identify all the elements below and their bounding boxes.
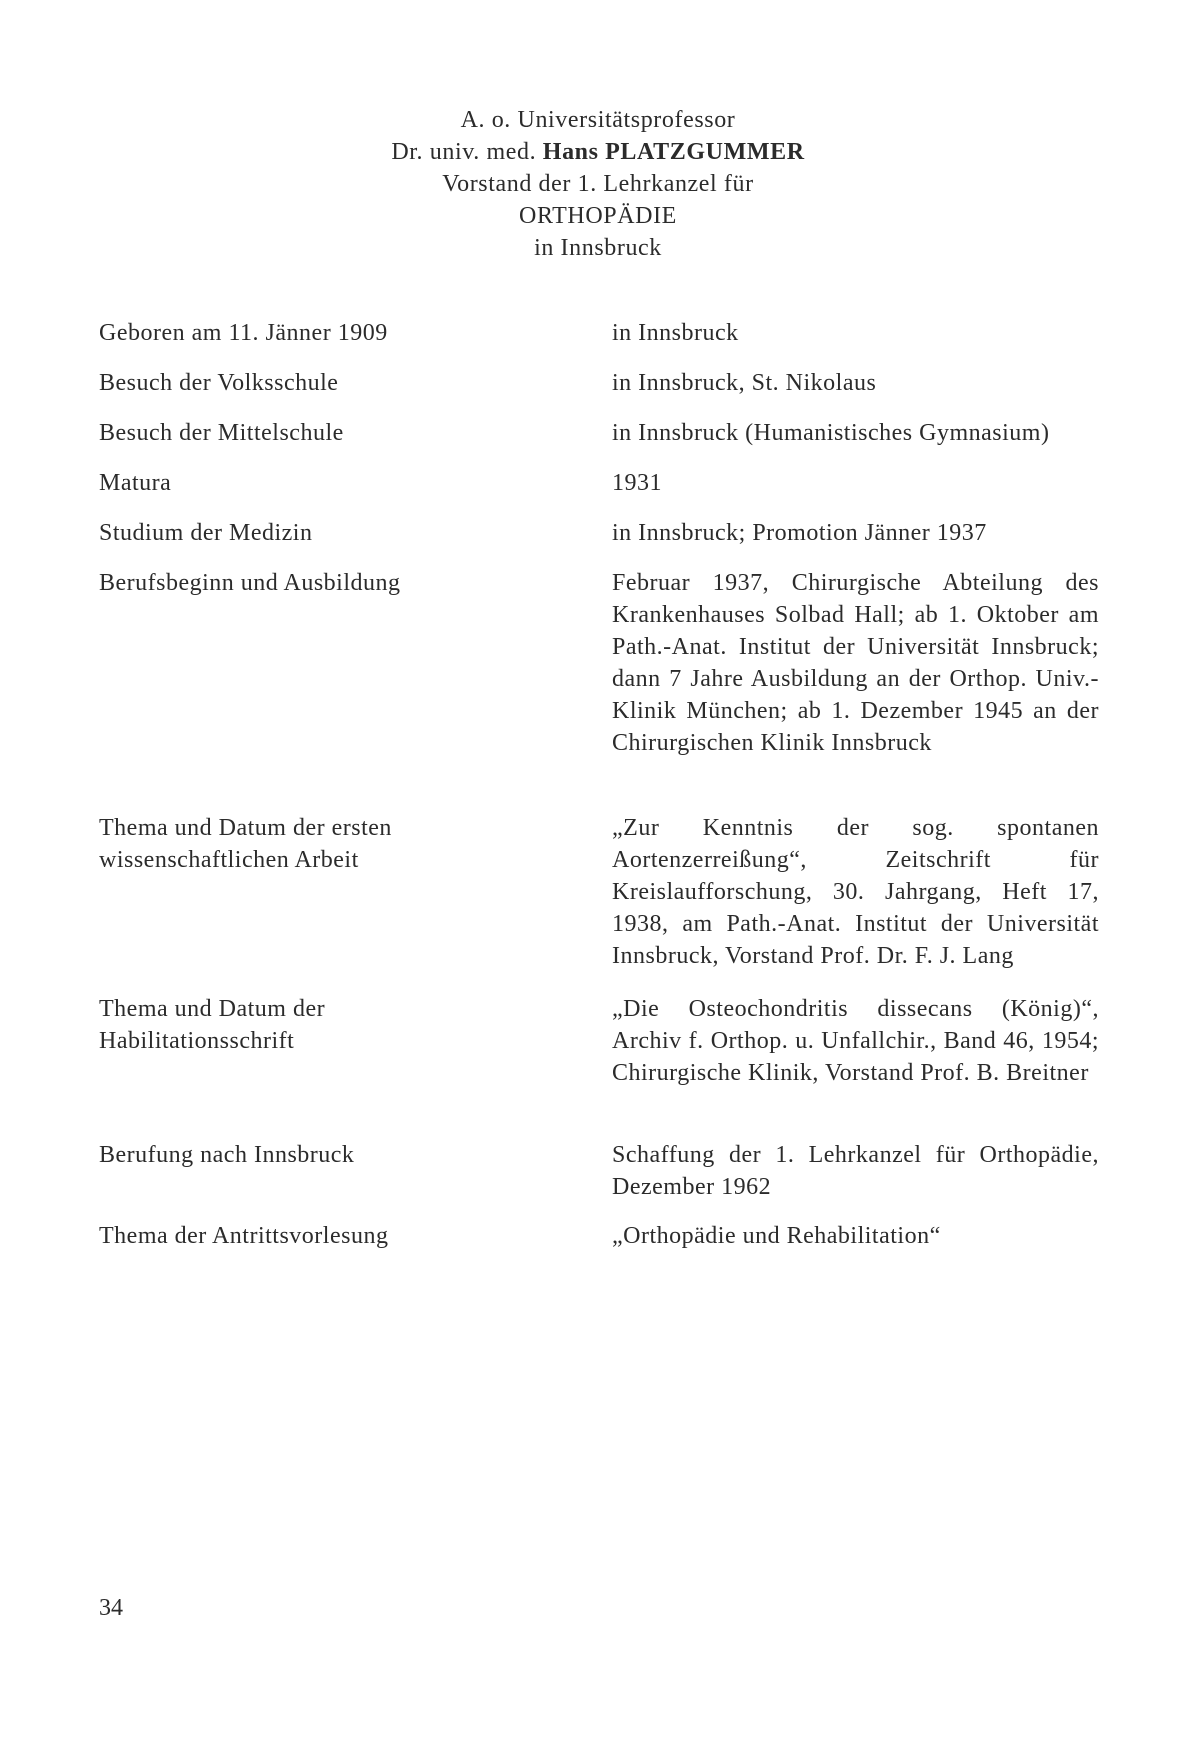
entry-label: Berufsbeginn und Ausbildung: [99, 570, 401, 596]
entry-value: in Innsbruck, St. Nikolaus: [612, 370, 877, 396]
position-line: Vorstand der 1. Lehrkanzel für: [442, 171, 754, 197]
entry-value: in Innsbruck (Humanistisches Gymnasium): [612, 420, 1050, 446]
entry-value: „Zur Kenntnis der sog. spontanen Aortenzerreißung“, Zeitschrift für Kreislaufforschung, 30. Jahrgang, Heft 17, 1938, am Path.-Anat. Institut der Universität Innsbruck, Vorstand Prof. Dr. F. J. Lang: [612, 815, 1099, 969]
entry-value: „Orthopädie und Rehabilitation“: [612, 1223, 941, 1249]
entry-label: Thema und Datum der Habilitationsschrift: [99, 996, 326, 1054]
entry-label: Berufung nach Innsbruck: [99, 1142, 355, 1168]
entry-value: Schaffung der 1. Lehrkanzel für Orthopädie, Dezember 1962: [612, 1142, 1099, 1200]
entry-label: Geboren am 11. Jänner 1909: [99, 320, 388, 346]
entry-value: in Innsbruck: [612, 320, 739, 346]
entry-value: Februar 1937, Chirurgische Abteilung des Krankenhauses Solbad Hall; ab 1. Oktober am Path.-Anat. Institut der Universität Innsbruck; dann 7 Jahre Ausbildung an der Orthop. Univ.-Klinik München; ab 1. Dezember 1945 an der Chirurgischen Klinik Innsbruck: [612, 570, 1099, 756]
person-name: Hans PLATZGUMMER: [542, 139, 805, 165]
document-header: [0, 104, 1196, 264]
location-line: in Innsbruck: [534, 235, 662, 261]
page-number: 34: [99, 1595, 123, 1621]
title-line: A. o. Universitätsprofessor: [460, 107, 736, 133]
entry-label: Matura: [99, 470, 172, 496]
entry-label: Besuch der Volksschule: [99, 370, 339, 396]
entry-label: Studium der Medizin: [99, 520, 313, 546]
entry-value: 1931: [612, 470, 662, 496]
entry-label: Thema und Datum der ersten wissenschaftlichen Arbeit: [99, 815, 392, 873]
entry-value: in Innsbruck; Promotion Jänner 1937: [612, 520, 987, 546]
academic-degree: Dr. univ. med.: [391, 139, 537, 165]
entry-value: „Die Osteochondritis dissecans (König)“, Archiv f. Orthop. u. Unfallchir., Band 46, 1954; Chirurgische Klinik, Vorstand Prof. B. Breitner: [612, 996, 1099, 1086]
entry-label: Besuch der Mittelschule: [99, 420, 344, 446]
name-line: [0, 136, 1196, 168]
department-line: ORTHOPÄDIE: [519, 203, 677, 229]
entry-label: Thema der Antrittsvorlesung: [99, 1223, 389, 1249]
